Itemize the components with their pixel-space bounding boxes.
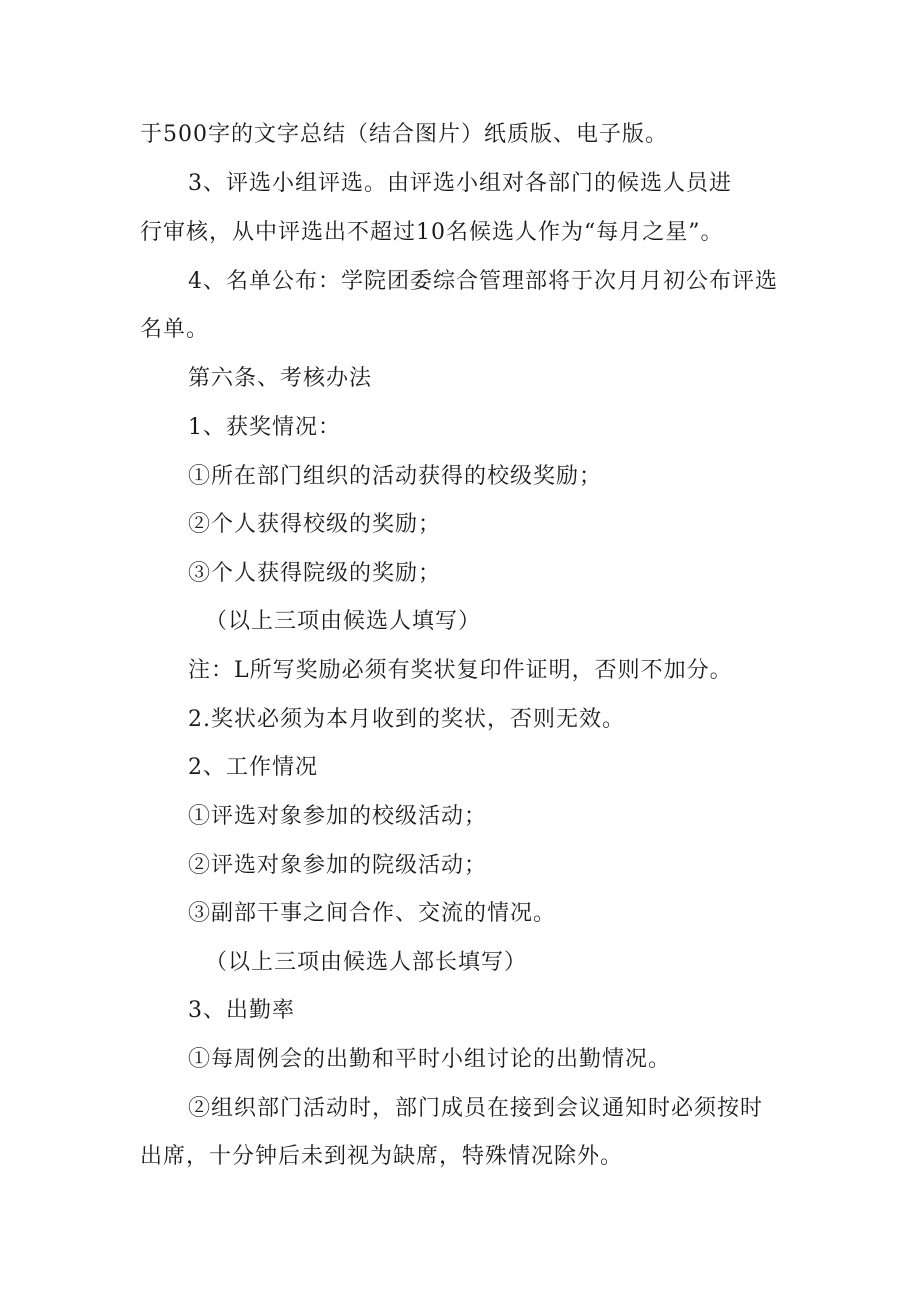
text-line: （以上三项由候选人部长填写）	[205, 950, 528, 975]
list-item: ①每周例会的出勤和平时小组讨论的出勤情况。	[188, 1047, 672, 1072]
list-item: ③个人获得院级的奖励；	[188, 561, 442, 586]
text-line: 2、工作情况	[188, 755, 318, 780]
text-line: 1、获奖情况：	[188, 415, 341, 440]
text-line: 出席，十分钟后未到视为缺席，特殊情况除外。	[140, 1144, 624, 1169]
text-line: 3、评选小组评选。由评选小组对各部门的候选人员进	[188, 171, 732, 196]
text-line: 于500字的文字总结（结合图片）纸质版、电子版。	[140, 122, 668, 147]
note-line: 注：L所写奖励必须有奖状复印件证明，否则不加分。	[188, 658, 733, 683]
section-heading: 第六条、考核办法	[188, 366, 373, 391]
note-line: 2.奖状必须为本月收到的奖状，否则无效。	[188, 707, 625, 732]
list-item: ③副部干事之间合作、交流的情况。	[188, 901, 557, 926]
text-line: 行审核，从中评选出不超过10名候选人作为“每月之星”。	[140, 220, 724, 245]
text-line: （以上三项由候选人填写）	[205, 609, 482, 634]
list-item: ②组织部门活动时，部门成员在接到会议通知时必须按时	[188, 1096, 764, 1121]
text-line: 3、出勤率	[188, 998, 295, 1023]
list-item: ②评选对象参加的院级活动；	[188, 853, 488, 878]
list-item: ①评选对象参加的校级活动；	[188, 804, 488, 829]
list-item: ①所在部门组织的活动获得的校级奖励；	[188, 464, 603, 489]
list-item: ②个人获得校级的奖励；	[188, 512, 442, 537]
text-line: 4、名单公布：学院团委综合管理部将于次月月初公布评选	[188, 269, 778, 294]
text-line: 名单。	[140, 317, 210, 342]
